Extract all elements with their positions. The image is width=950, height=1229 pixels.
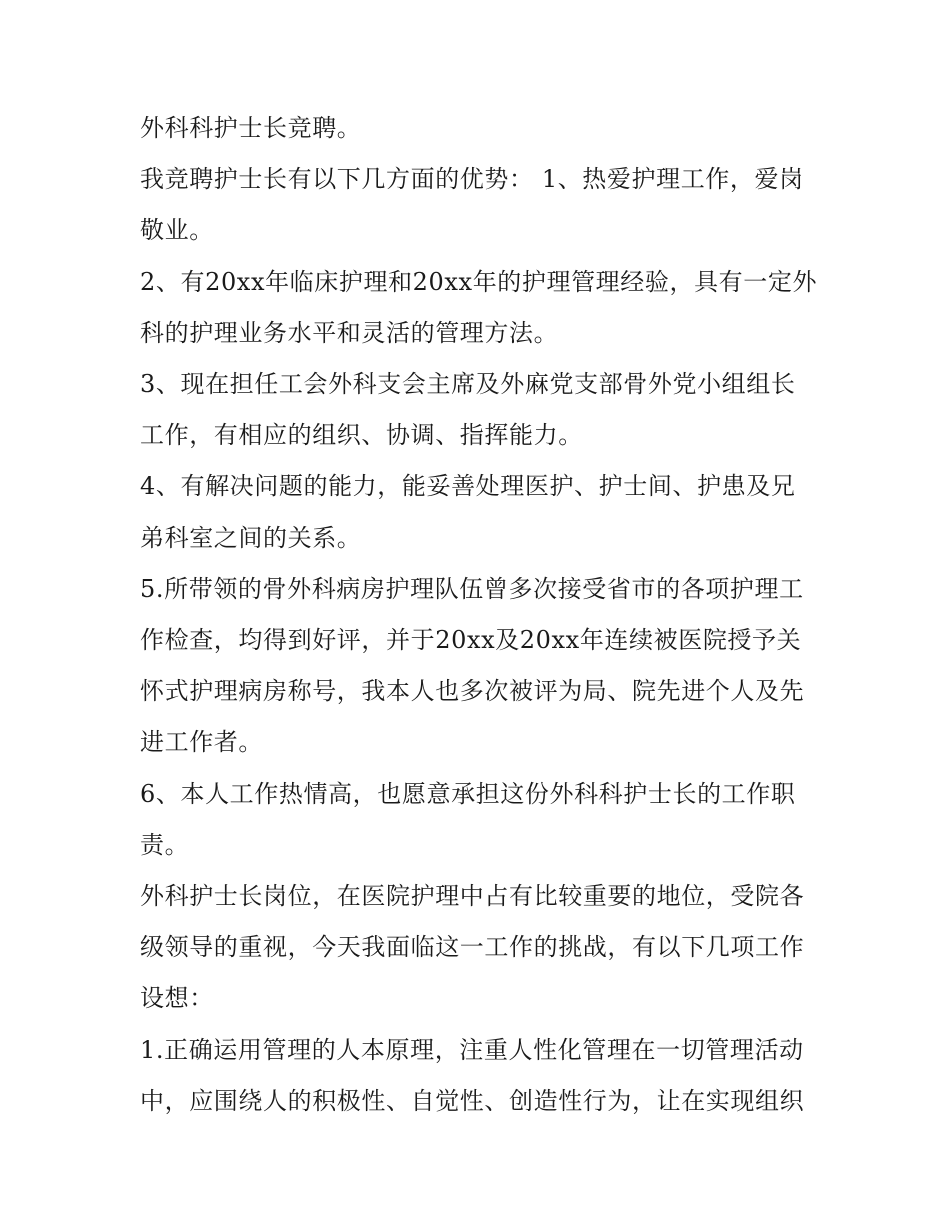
paragraph-advantage-6: 6、本人工作热情高，也愿意承担这份外科科护士长的工作职责。	[140, 779, 796, 859]
paragraph-plans-intro: 外科护士长岗位，在医院护理中占有比较重要的地位，受院各级领导的重视，今天我面临这一工作的挑战，有以下几项工作设想：	[140, 882, 805, 1013]
paragraph-plan-1: 1.正确运用管理的人本原理，注重人性化管理在一切管理活动中，应围绕人的积极性、自觉性、创造性行为，让在实现组织	[140, 1035, 805, 1115]
paragraph-title: 外科科护士长竞聘。	[140, 114, 362, 142]
paragraph-advantage-4: 4、有解决问题的能力，能妥善处理医护、护士间、护患及兄弟科室之间的关系。	[140, 472, 796, 552]
paragraph-advantage-2: 2、有20xx年临床护理和20xx年的护理管理经验，具有一定外科的护理业务水平和灵活的管理方法。	[140, 267, 818, 347]
paragraph-advantage-3: 3、现在担任工会外科支会主席及外麻党支部骨外党小组组长工作，有相应的组织、协调、指挥能力。	[140, 370, 796, 450]
paragraph-advantage-5: 5.所带领的骨外科病房护理队伍曾多次接受省市的各项护理工作检查，均得到好评，并于20xx及20xx年连续被医院授予关怀式护理病房称号，我本人也多次被评为局、院先进个人及先进工作者。	[140, 574, 805, 757]
document-body	[140, 103, 820, 1127]
paragraph-advantages-intro: 我竞聘护士长有以下几方面的优势： 1、热爱护理工作，爱岗敬业。	[140, 165, 804, 245]
